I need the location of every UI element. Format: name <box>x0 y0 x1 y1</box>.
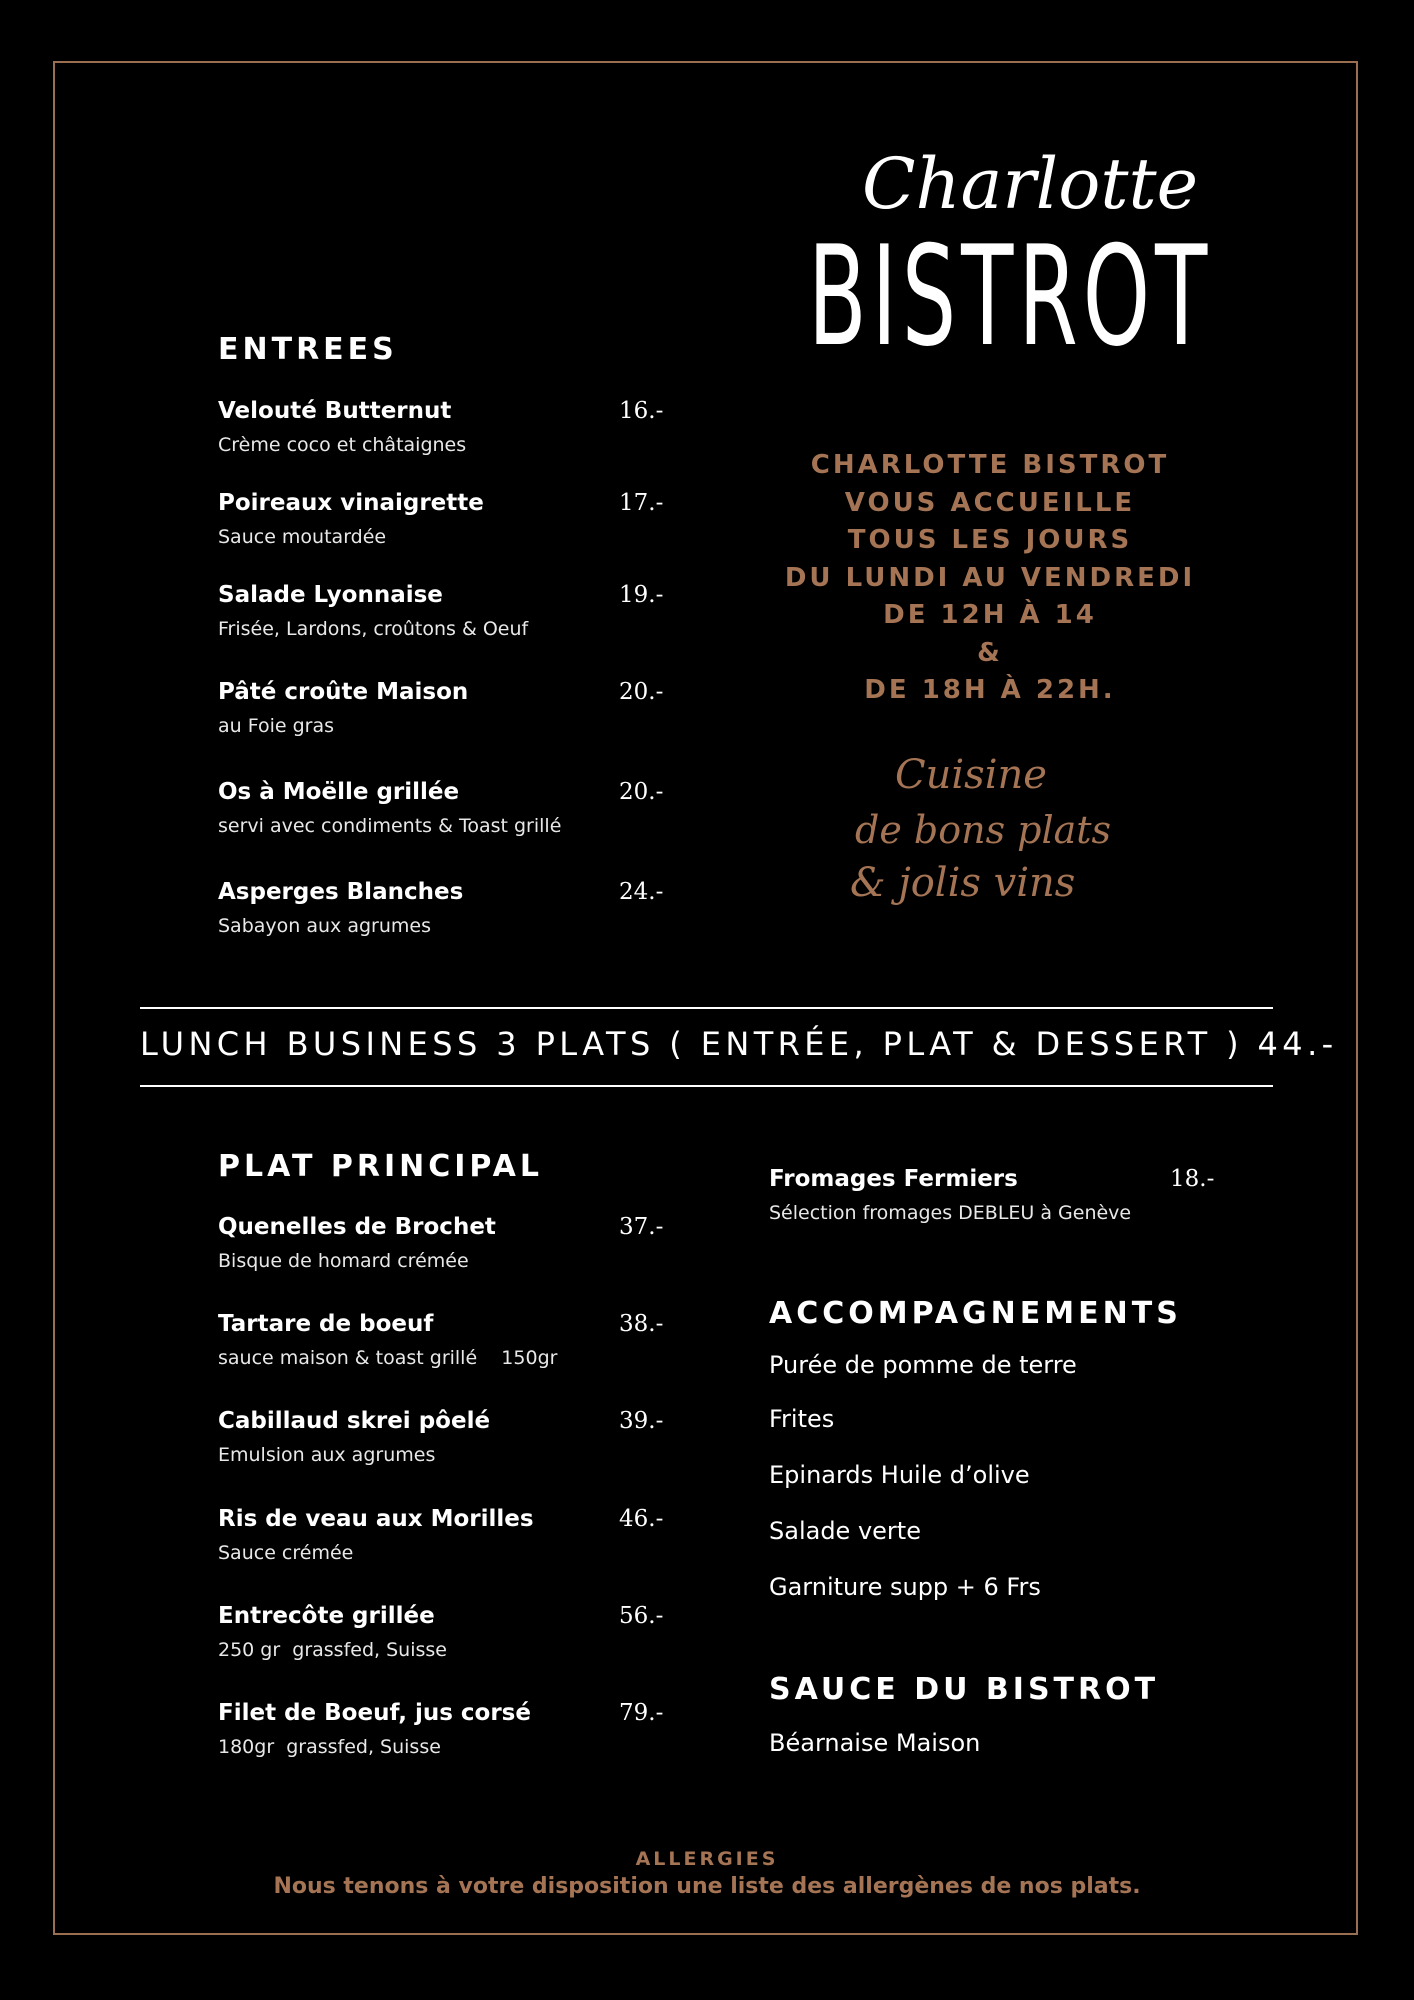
dish-desc: Sauce crémée <box>218 1542 354 1564</box>
fromages-item <box>769 1166 1131 1224</box>
sauce-item: Béarnaise Maison <box>769 1729 981 1757</box>
accompagnements-heading: ACCOMPAGNEMENTS <box>769 1296 1182 1331</box>
allergies-title: ALLERGIES <box>635 1848 779 1870</box>
dish-desc: Emulsion aux agrumes <box>218 1444 436 1466</box>
side-item: Garniture supp + 6 Frs <box>769 1573 1041 1601</box>
dish-price: 39.- <box>619 1408 664 1434</box>
entree-item <box>218 779 561 837</box>
dish-name: Cabillaud skrei pôelé <box>218 1408 491 1434</box>
plat-item <box>218 1214 496 1272</box>
dish-price: 20.- <box>619 679 664 705</box>
dish-name: Velouté Butternut <box>218 398 452 424</box>
dish-name: Salade Lyonnaise <box>218 582 443 608</box>
plat-item <box>218 1700 531 1758</box>
plat-item <box>218 1506 534 1564</box>
dish-desc: Crème coco et châtaignes <box>218 434 467 456</box>
plat-item <box>218 1603 447 1661</box>
dish-desc: au Foie gras <box>218 715 335 737</box>
dish-name: Os à Moëlle grillée <box>218 779 460 805</box>
dish-desc: servi avec condiments & Toast grillé <box>218 815 562 837</box>
dish-name: Poireaux vinaigrette <box>218 490 484 516</box>
entree-item <box>218 398 466 456</box>
tagline-line-1: Cuisine <box>895 752 1047 798</box>
dish-price: 20.- <box>619 779 664 805</box>
svg-text:Charlotte: Charlotte <box>861 143 1199 225</box>
dish-desc: sauce maison & toast grillé 150gr <box>218 1347 558 1369</box>
dish-desc: Sabayon aux agrumes <box>218 915 431 937</box>
dish-price: 46.- <box>619 1506 664 1532</box>
dish-desc: 180gr grassfed, Suisse <box>218 1736 441 1758</box>
entrees-heading: ENTREES <box>218 332 398 367</box>
allergies-text: Nous tenons à votre disposition une liste des allergènes de nos plats. <box>273 1874 1141 1899</box>
side-item: Salade verte <box>769 1517 921 1545</box>
dish-name: Tartare de boeuf <box>218 1311 434 1337</box>
dish-name: Asperges Blanches <box>218 879 464 905</box>
hours-line: TOUS LES JOURS <box>847 525 1133 555</box>
dish-name: Ris de veau aux Morilles <box>218 1506 534 1532</box>
dish-name: Filet de Boeuf, jus corsé <box>218 1700 531 1726</box>
logo-bistrot: BISTROT <box>808 216 1213 377</box>
dish-name: Pâté croûte Maison <box>218 679 469 705</box>
hours-line: VOUS ACCUEILLE <box>844 487 1136 518</box>
tagline-line-2: de bons plats <box>855 808 1112 852</box>
hours-line: CHARLOTTE BISTROT <box>810 450 1170 480</box>
dish-price: 18.- <box>1170 1166 1215 1192</box>
opening-hours <box>780 447 1200 710</box>
side-item: Frites <box>769 1405 835 1433</box>
entree-item <box>218 582 528 640</box>
dish-desc: Sélection fromages DEBLEU à Genève <box>769 1202 1132 1224</box>
dish-price: 17.- <box>619 490 664 516</box>
dish-name: Fromages Fermiers <box>769 1166 1018 1192</box>
dish-desc: Sauce moutardée <box>218 526 387 548</box>
side-item: Epinards Huile d’olive <box>769 1461 1030 1489</box>
sauce-heading: SAUCE DU BISTROT <box>769 1672 1160 1707</box>
dish-desc: Bisque de homard crémée <box>218 1250 469 1272</box>
hours-line: & <box>977 637 1003 668</box>
dish-price: 38.- <box>619 1311 664 1337</box>
dish-name: Entrecôte grillée <box>218 1603 435 1629</box>
plat-item <box>218 1311 557 1369</box>
hours-line: DE 18H À 22H. <box>864 675 1116 705</box>
entree-item <box>218 490 484 548</box>
tagline-line-3: & jolis vins <box>850 860 1076 906</box>
plat-item <box>218 1408 490 1466</box>
dish-price: 37.- <box>619 1214 664 1240</box>
dish-desc: 250 gr grassfed, Suisse <box>218 1639 447 1661</box>
side-item: Purée de pomme de terre <box>769 1351 1077 1379</box>
hours-line: DE 12H À 14 <box>883 600 1097 630</box>
entree-item <box>218 879 463 937</box>
dish-desc: Frisée, Lardons, croûtons & Oeuf <box>218 618 529 640</box>
entree-item <box>218 679 468 737</box>
hours-line: DU LUNDI AU VENDREDI <box>784 562 1196 593</box>
dish-price: 19.- <box>619 582 664 608</box>
divider-top <box>140 1007 1273 1009</box>
divider-bottom <box>140 1085 1273 1087</box>
dish-price: 24.- <box>619 879 664 905</box>
plat-principal-heading: PLAT PRINCIPAL <box>218 1149 544 1184</box>
dish-price: 56.- <box>619 1603 664 1629</box>
dish-price: 16.- <box>619 398 664 424</box>
lunch-business-offer: LUNCH BUSINESS 3 PLATS ( ENTRÉE, PLAT & DESSERT ) 44.- <box>140 1025 1338 1063</box>
dish-name: Quenelles de Brochet <box>218 1214 496 1240</box>
dish-price: 79.- <box>619 1700 664 1726</box>
